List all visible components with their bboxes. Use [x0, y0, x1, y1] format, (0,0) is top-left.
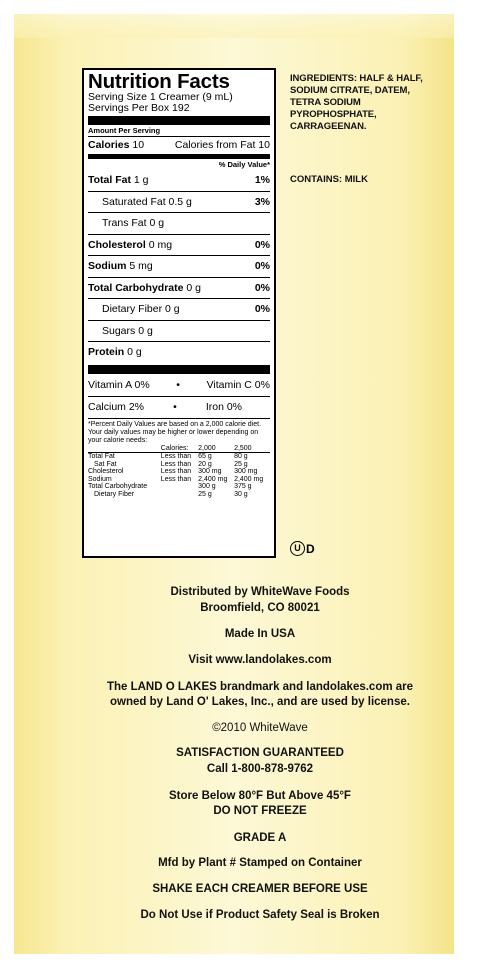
iron: Iron 0%	[205, 400, 242, 413]
copyright: ©2010 WhiteWave	[212, 722, 308, 734]
vitamin-c: Vitamin C 0%	[206, 378, 270, 391]
dv-table-cell: 25 g	[234, 460, 248, 468]
dv-table-row	[88, 468, 270, 476]
nutrient-name-amount	[102, 321, 153, 342]
nutrient-amount: 0 g	[127, 346, 142, 358]
vitamin-a: Vitamin A 0%	[88, 378, 150, 391]
brand-notice-line-2: owned by Land O' Lakes, Inc., and are used by license.	[110, 696, 410, 708]
thick-divider	[88, 116, 270, 125]
nutrient-label: Trans Fat	[102, 217, 147, 229]
nutrient-amount: 0 g	[138, 324, 153, 337]
dv-table-cell: Sat Fat	[94, 460, 117, 468]
nutrient-daily-value: 1%	[254, 174, 270, 186]
dv-table-cell: Less than	[160, 475, 192, 483]
dv-table-cell: Dietary Fiber	[94, 490, 135, 498]
nutrient-row	[88, 234, 270, 256]
calories-row	[88, 137, 270, 153]
nutrient-label: Total Fat	[88, 174, 131, 186]
nutrient-label: Total Carbohydrate	[88, 281, 184, 294]
daily-value-header: % Daily Value*	[218, 160, 270, 169]
calcium: Calcium 2%	[88, 400, 145, 413]
calories-value: 10	[132, 139, 145, 151]
nutrient-name-amount	[102, 299, 180, 320]
dv-table-cell: 30 g	[234, 490, 248, 498]
dv-table-cell: 20 g	[198, 460, 212, 468]
kosher-dairy-symbol	[290, 541, 320, 557]
nutrient-row	[88, 341, 270, 363]
satisfaction-guaranteed: SATISFACTION GUARANTEED	[176, 747, 344, 759]
dv-table-row	[88, 491, 270, 499]
dv-table-cell: 375 g	[234, 483, 252, 490]
nutrient-row	[88, 170, 270, 191]
nutrient-name-amount	[88, 235, 172, 256]
nutrient-amount: 0.5 g	[168, 195, 192, 208]
contains-allergen: CONTAINS: MILK	[290, 174, 368, 185]
nutrient-row	[88, 277, 270, 299]
serving-size: Serving Size 1 Creamer (9 mL)	[88, 91, 233, 103]
dv-table-cell: Less than	[160, 453, 192, 460]
nutrient-name-amount	[88, 278, 201, 299]
dv-table-cell: 300 mg	[198, 468, 222, 475]
dv-table-cell: 2,500	[234, 444, 252, 452]
nutrient-row	[88, 255, 270, 277]
dairy-letter: D	[306, 541, 315, 556]
grade: GRADE A	[233, 832, 287, 844]
dv-table-row	[88, 476, 270, 484]
nutrient-daily-value: 0%	[254, 303, 270, 315]
dv-table-cell: 2,000	[198, 444, 216, 452]
nutrient-daily-value: 0%	[254, 281, 270, 294]
dv-table-cell: Less than	[160, 460, 192, 468]
nutrient-label: Dietary Fiber	[102, 303, 163, 315]
vitamin-row	[88, 375, 270, 396]
nutrient-daily-value: 0%	[254, 260, 270, 272]
phone-number: Call 1-800-878-9762	[206, 763, 314, 775]
dv-table-cell	[161, 483, 198, 491]
nutrient-name-amount	[102, 192, 192, 213]
dv-table-cell: Total Carbohydrate	[88, 483, 148, 490]
ingredients-text: INGREDIENTS: HALF & HALF, SODIUM CITRATE, DATEM, TETRA SODIUM PYROPHOSPHATE, CARRAGEENAN.	[290, 73, 423, 132]
dv-table-cell: 25 g	[198, 490, 212, 498]
shake-instruction: SHAKE EACH CREAMER BEFORE USE	[152, 883, 368, 895]
dv-table-row	[88, 483, 270, 491]
dv-table-cell: Calories:	[160, 444, 189, 452]
nutrient-label: Sugars	[102, 324, 136, 337]
nutrient-row	[88, 212, 270, 234]
do-not-freeze: DO NOT FREEZE	[213, 805, 307, 817]
nutrient-label: Saturated Fat	[102, 195, 166, 208]
brand-notice-line-1: The LAND O LAKES brandmark and landolakes.com are	[106, 681, 414, 693]
dv-table-cell: Cholesterol	[88, 468, 124, 475]
dv-table-cell: Sodium	[88, 475, 112, 483]
nutrient-label: Sodium	[88, 260, 127, 272]
nutrient-amount: 0 g	[165, 303, 180, 315]
nutrient-daily-value: 3%	[254, 195, 270, 208]
nutrient-label: Cholesterol	[88, 238, 146, 251]
nutrient-row	[88, 298, 270, 320]
nutrient-daily-value: 0%	[254, 238, 270, 251]
storage-instructions: Store Below 80°F But Above 45°F	[169, 790, 351, 802]
dv-table-cell	[161, 491, 198, 499]
daily-value-table	[88, 445, 270, 499]
nutrient-name-amount	[102, 213, 164, 234]
mineral-row	[88, 396, 270, 418]
ou-circle-icon: U	[290, 541, 305, 556]
nutrient-row	[88, 320, 270, 342]
dv-table-row	[88, 453, 270, 461]
nutrient-amount: 0 g	[186, 281, 202, 294]
dv-table-cell	[88, 445, 161, 453]
distributed-by: Distributed by WhiteWave Foods	[170, 586, 350, 598]
label-panel-highlight	[14, 14, 454, 38]
bullet: •	[176, 378, 180, 391]
safety-seal-warning: Do Not Use if Product Safety Seal is Broken	[140, 909, 380, 921]
manufacturing-plant: Mfd by Plant # Stamped on Container	[158, 857, 362, 869]
nutrient-amount: 5 mg	[129, 260, 153, 272]
amount-per-serving: Amount Per Serving	[88, 126, 161, 135]
dv-table-cell: 2,400 mg	[198, 475, 228, 483]
medium-divider	[88, 154, 270, 159]
nutrition-facts-panel	[82, 68, 276, 558]
nutrient-amount: 0 g	[149, 217, 165, 229]
nutrient-name-amount	[88, 256, 153, 277]
nutrient-rows	[88, 170, 270, 363]
dv-table-cell: 65 g	[198, 453, 212, 460]
nutrition-title: Nutrition Facts	[88, 70, 230, 93]
nutrient-name-amount	[88, 342, 142, 363]
distributor-address: Broomfield, CO 80021	[200, 602, 320, 614]
calories-label: Calories	[88, 139, 130, 151]
nutrient-amount: 1 g	[133, 174, 149, 186]
nutrient-amount: 0 mg	[148, 238, 173, 251]
thick-divider	[88, 365, 270, 374]
dv-table-header	[88, 445, 270, 453]
dv-table-cell: 300 g	[198, 483, 216, 490]
nutrient-label: Protein	[88, 346, 125, 358]
dv-table-row	[88, 461, 270, 469]
dv-table-cell: 300 mg	[234, 468, 258, 475]
made-in: Made In USA	[224, 628, 296, 640]
daily-value-footnote: *Percent Daily Values are based on a 2,000 calorie diet. Your daily values may be higher or lower depending on your calorie needs:	[88, 420, 262, 444]
calories-from-fat: Calories from Fat 10	[174, 139, 270, 151]
dv-table-cell: Less than	[160, 468, 192, 475]
servings-per-box: Servings Per Box 192	[88, 102, 190, 114]
visit-website: Visit www.landolakes.com	[188, 654, 332, 666]
nutrient-name-amount	[88, 170, 149, 191]
dv-table-cell: 80 g	[234, 453, 248, 460]
bullet: •	[173, 400, 177, 413]
dv-table-cell: Total Fat	[88, 453, 115, 460]
nutrient-row	[88, 191, 270, 213]
dv-table-cell: 2,400 mg	[234, 475, 264, 483]
